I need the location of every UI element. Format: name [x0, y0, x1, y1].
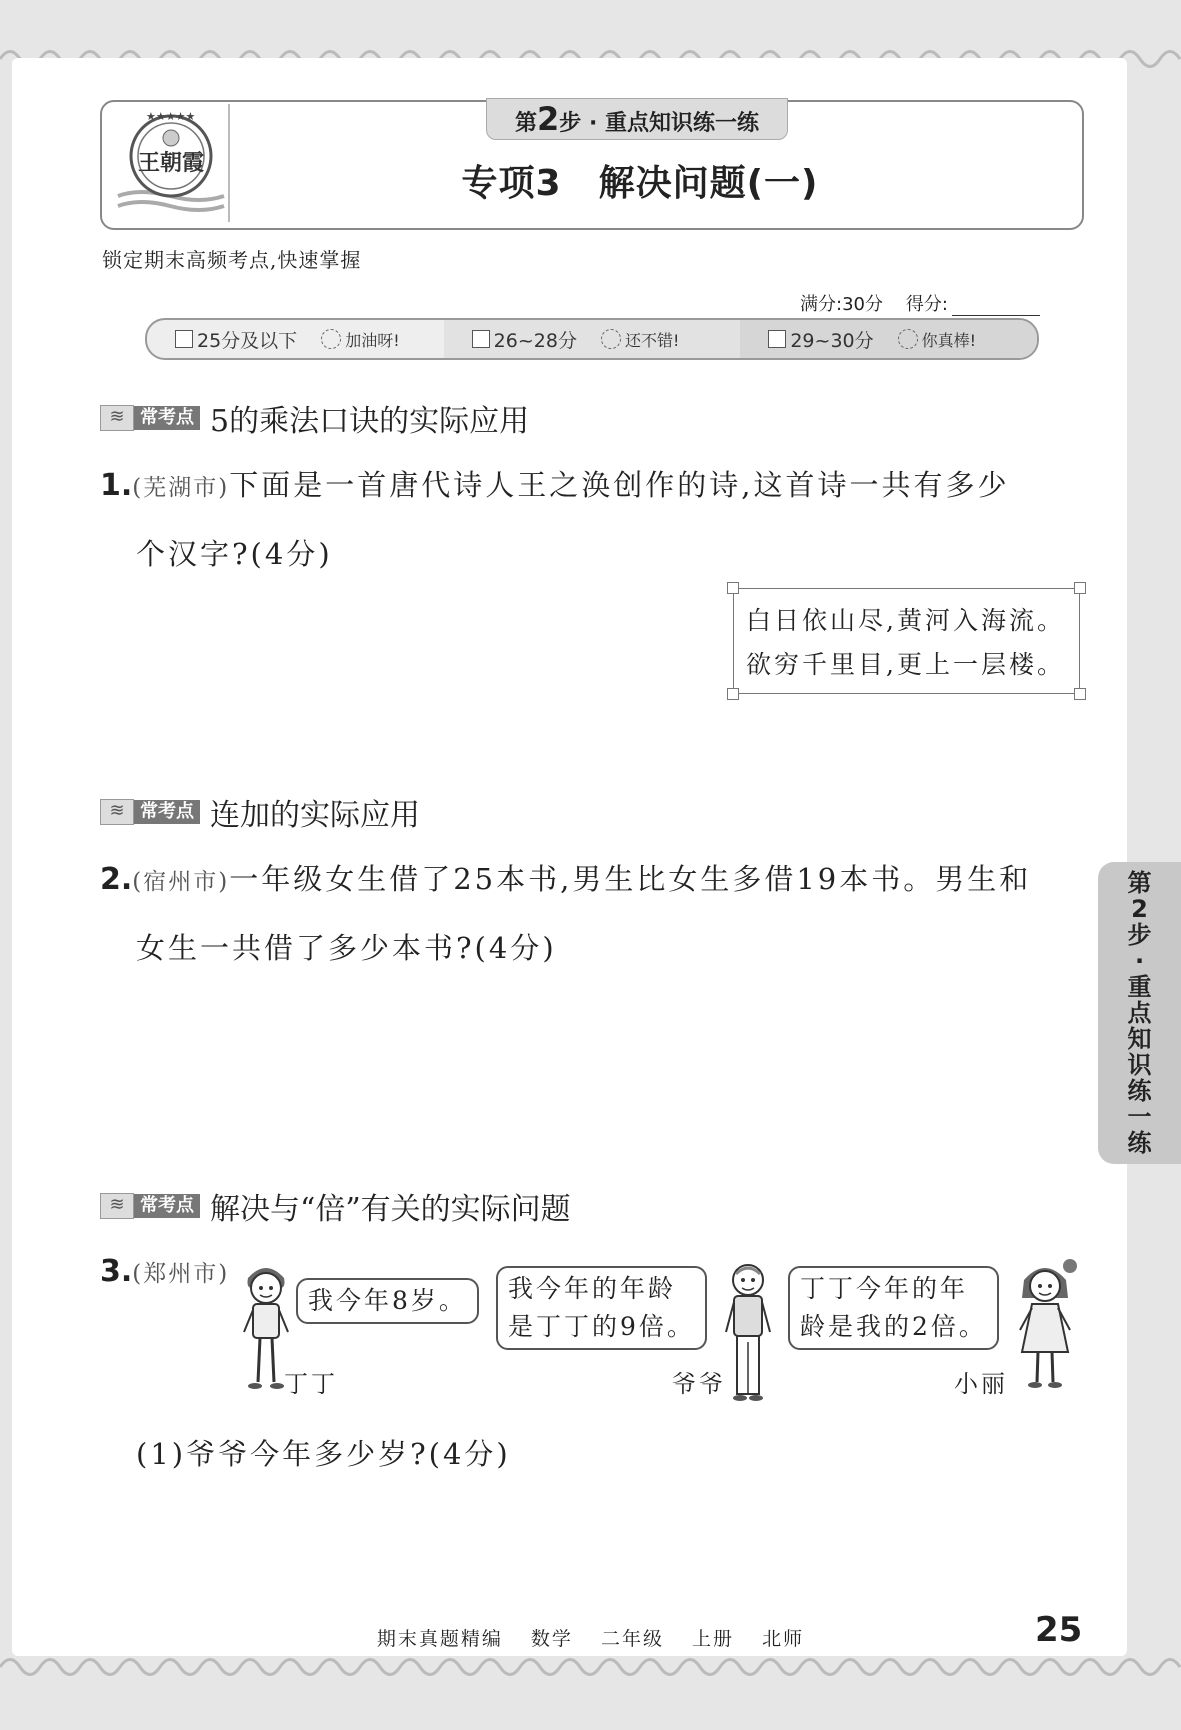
footer	[0, 1624, 1181, 1651]
keypoint-text: 解决与“倍”有关的实际问题	[210, 1192, 571, 1227]
speech-line: 是丁丁的9倍。	[508, 1312, 695, 1341]
poem-corner	[1074, 688, 1086, 700]
rating-range: 26~28分	[493, 329, 577, 352]
full-score: 满分:30分	[800, 294, 883, 315]
name-xiaoli: 小丽	[954, 1370, 1008, 1398]
question-text: 一年级女生借了25本书,男生比女生多借19本书。男生和	[229, 862, 1032, 896]
rating-bar	[145, 318, 1039, 360]
bottom-wavy-border	[0, 1652, 1181, 1682]
score-label: 得分:	[905, 294, 948, 315]
logo-divider	[228, 104, 230, 222]
poem-corner	[727, 582, 739, 594]
page-title: 专项3 解决问题(一)	[461, 163, 819, 204]
checkbox-icon[interactable]	[175, 330, 193, 348]
question-source: (芜湖市)	[132, 475, 230, 501]
svg-text:王朝霞: 王朝霞	[137, 150, 205, 176]
name-grandpa: 爷爷	[672, 1370, 726, 1398]
side-tab-char: 练	[1127, 1129, 1152, 1157]
footer-edition: 北师	[762, 1628, 805, 1650]
rating-cheer: 还不错!	[624, 330, 680, 350]
question-number: 3.	[100, 1254, 133, 1289]
question-text: 下面是一首唐代诗人王之涣创作的诗,这首诗一共有多少	[229, 468, 1010, 502]
step-suffix: 步 · 重点知识练一练	[559, 111, 759, 136]
question-3	[100, 1238, 229, 1307]
side-tab-char: 步	[1127, 921, 1152, 949]
keypoint-badge: 常考点	[134, 1194, 200, 1218]
poem-corner	[727, 688, 739, 700]
speech-line: 龄是我的2倍。	[800, 1312, 987, 1341]
footer-grade: 二年级	[600, 1628, 664, 1650]
keypoint-heading	[100, 1190, 571, 1227]
poem-line: 欲穷千里目,更上一层楼。	[746, 650, 1065, 679]
grandpa-illustration	[722, 1258, 774, 1404]
smiley-icon	[898, 329, 918, 349]
rating-low	[147, 320, 444, 358]
side-tab-char: 2	[1131, 895, 1148, 923]
keypoint-text: 5的乘法口诀的实际应用	[210, 404, 530, 439]
side-tab-char: 第	[1127, 869, 1152, 897]
page-number: 25	[1035, 1610, 1083, 1650]
side-tab	[1098, 862, 1181, 1164]
smiley-icon	[601, 329, 621, 349]
keypoint-badge: 常考点	[134, 406, 200, 430]
rating-range: 29~30分	[790, 329, 874, 352]
subtitle: 锁定期末高频考点,快速掌握	[102, 248, 362, 272]
wave-icon: ≋	[100, 1193, 134, 1219]
step-prefix: 第	[515, 111, 538, 136]
speech-line: 丁丁今年的年	[800, 1274, 969, 1303]
sub-question-1: (1)爷爷今年多少岁?(4分)	[136, 1437, 511, 1471]
question-source: (宿州市)	[132, 869, 230, 895]
keypoint-badge: 常考点	[134, 800, 200, 824]
rating-cheer: 加油呀!	[345, 330, 400, 350]
question-2	[100, 846, 1090, 981]
side-tab-char: 一	[1127, 1103, 1152, 1131]
rating-high	[740, 320, 1037, 358]
rating-mid	[444, 320, 741, 358]
score-blank[interactable]	[952, 297, 1040, 316]
side-tab-char: 知	[1127, 1025, 1152, 1053]
speech-bubble-grandpa	[496, 1266, 707, 1350]
keypoint-heading	[100, 796, 420, 833]
question-number: 1.	[100, 468, 133, 503]
poem-corner	[1074, 582, 1086, 594]
question-1	[100, 452, 1090, 587]
side-tab-char: 识	[1127, 1051, 1152, 1079]
footer-volume: 上册	[692, 1628, 735, 1650]
brand-logo	[110, 108, 232, 220]
side-tab-char: 重	[1127, 973, 1152, 1001]
speech-bubble-xiaoli	[788, 1266, 999, 1350]
speech-bubble-dingding: 我今年8岁。	[296, 1278, 479, 1324]
footer-book: 期末真题精编	[376, 1628, 503, 1650]
checkbox-icon[interactable]	[472, 330, 490, 348]
step-number: 2	[537, 100, 560, 138]
name-dingding: 丁丁	[284, 1370, 338, 1398]
poem-box	[733, 588, 1080, 694]
side-tab-char: 点	[1127, 999, 1152, 1027]
keypoint-text: 连加的实际应用	[210, 798, 420, 833]
girl-xiaoli-illustration	[1010, 1252, 1080, 1392]
question-text-2: 女生一共借了多少本书?(4分)	[136, 931, 557, 965]
speech-line: 我今年的年龄	[508, 1274, 677, 1303]
side-tab-char: 练	[1127, 1077, 1152, 1105]
side-tab-char: ·	[1134, 947, 1145, 975]
wave-icon: ≋	[100, 799, 134, 825]
keypoint-heading	[100, 402, 530, 439]
score-line	[800, 290, 1040, 316]
wave-icon: ≋	[100, 405, 134, 431]
rating-range: 25分及以下	[197, 329, 298, 352]
checkbox-icon[interactable]	[768, 330, 786, 348]
poem-line: 白日依山尽,黄河入海流。	[746, 606, 1065, 635]
rating-cheer: 你真棒!	[921, 330, 977, 350]
smiley-icon	[321, 329, 341, 349]
question-text-2: 个汉字?(4分)	[136, 537, 333, 571]
svg-text:★★★★★: ★★★★★	[146, 110, 196, 123]
question-number: 2.	[100, 862, 133, 897]
step-banner	[486, 98, 788, 140]
footer-subject: 数学	[530, 1628, 573, 1650]
question-source: (郑州市)	[132, 1261, 230, 1287]
